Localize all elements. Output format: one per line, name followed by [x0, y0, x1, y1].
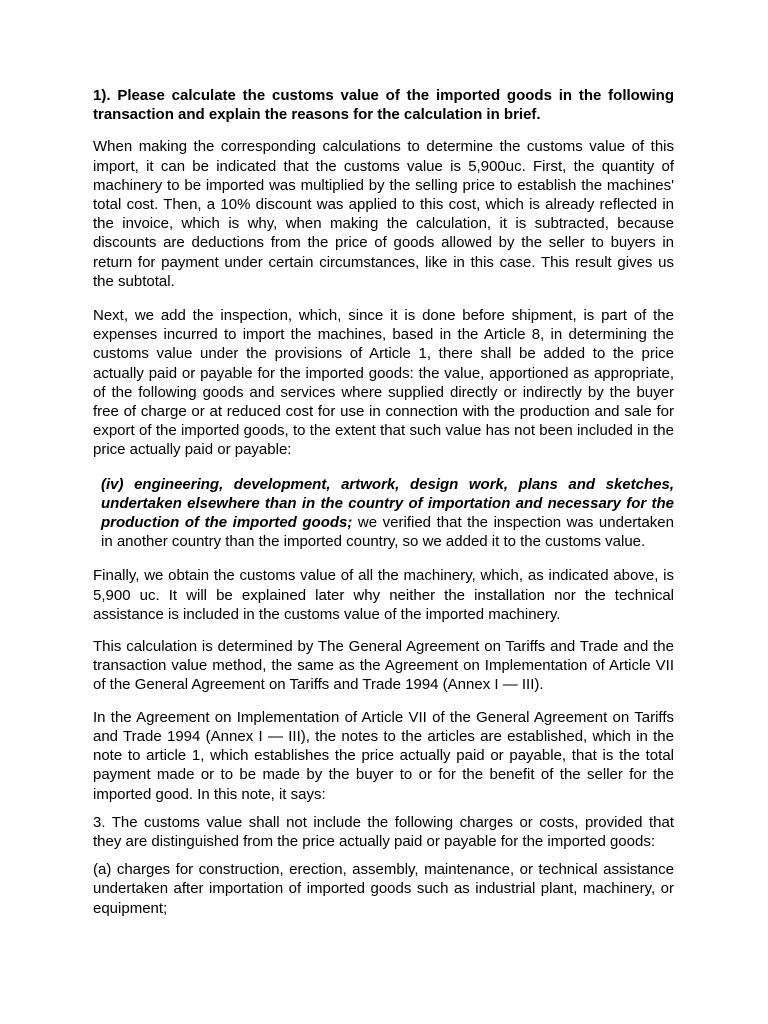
paragraph-charge-a: (a) charges for construction, erection, assembly, maintenance, or technical assistance undertaken after importation of imported goods such as industrial plant, machinery, or equipment; [93, 861, 674, 917]
clause-iv-emphasis: (iv) engineering, development, artwork, design work, plans and sketches, undertaken elsewhere than in the country of importation and necessary for the production of the imported goods; [101, 475, 674, 532]
paragraph-excluded-charges: 3. The customs value shall not include the following charges or costs, provided that they are distinguished from the price actually paid or payable for the imported goods: [93, 813, 674, 850]
paragraph-article-vii-notes: In the Agreement on Implementation of Article VII of the General Agreement on Tariffs and Trade 1994 (Annex I — III), the notes to the articles are established, which in the note to article 1, which establishes the price actually paid or payable, that is the total payment made or to be made by the buyer to or for the benefit of the seller for the imported good. In this note, it says: [93, 708, 674, 803]
paragraph-inspection-article-8: Next, we add the inspection, which, since it is done before shipment, is part of the expenses incurred to import the machines, based in the Article 8, in determining the customs value under the provisions of Article 1, there shall be added to the price actually paid or payable for the imported goods: the value, apportioned as appropriate, of the following goods and services where supplied directly or indirectly by the buyer free of charge or at reduced cost for use in connection with the production and sale for export of the imported goods, to the extent that such value has not been included in the price actually paid or payable: [93, 307, 674, 459]
clause-iv-explanation: we verified that the inspection was undertaken in another country than the imported country, so we added it to the customs value. [101, 514, 674, 551]
question-title: 1). Please calculate the customs value of the imported goods in the following transaction and explain the reasons for the calculation in brief. [93, 87, 674, 124]
paragraph-engineering-clause [93, 475, 674, 552]
paragraph-gatt-method: This calculation is determined by The General Agreement on Tariffs and Trade and the transaction value method, the same as the Agreement on Implementation of Article VII of the General Agreement on Tariffs and Trade 1994 (Annex I — III). [93, 638, 674, 694]
paragraph-calculation-overview: When making the corresponding calculations to determine the customs value of this import, it can be indicated that the customs value is 5,900uc. First, the quantity of machinery to be imported was multiplied by the selling price to establish the machines' total cost. Then, a 10% discount was applied to this cost, which is already reflected in the invoice, which is why, when making the calculation, it is subtracted, because discounts are deductions from the price of goods allowed by the seller to buyers in return for payment under certain circumstances, like in this case. This result gives us the subtotal. [93, 138, 674, 290]
paragraph-final-value: Finally, we obtain the customs value of all the machinery, which, as indicated above, is 5,900 uc. It will be explained later why neither the installation nor the technical assistance is included in the customs value of the imported machinery. [93, 567, 674, 623]
